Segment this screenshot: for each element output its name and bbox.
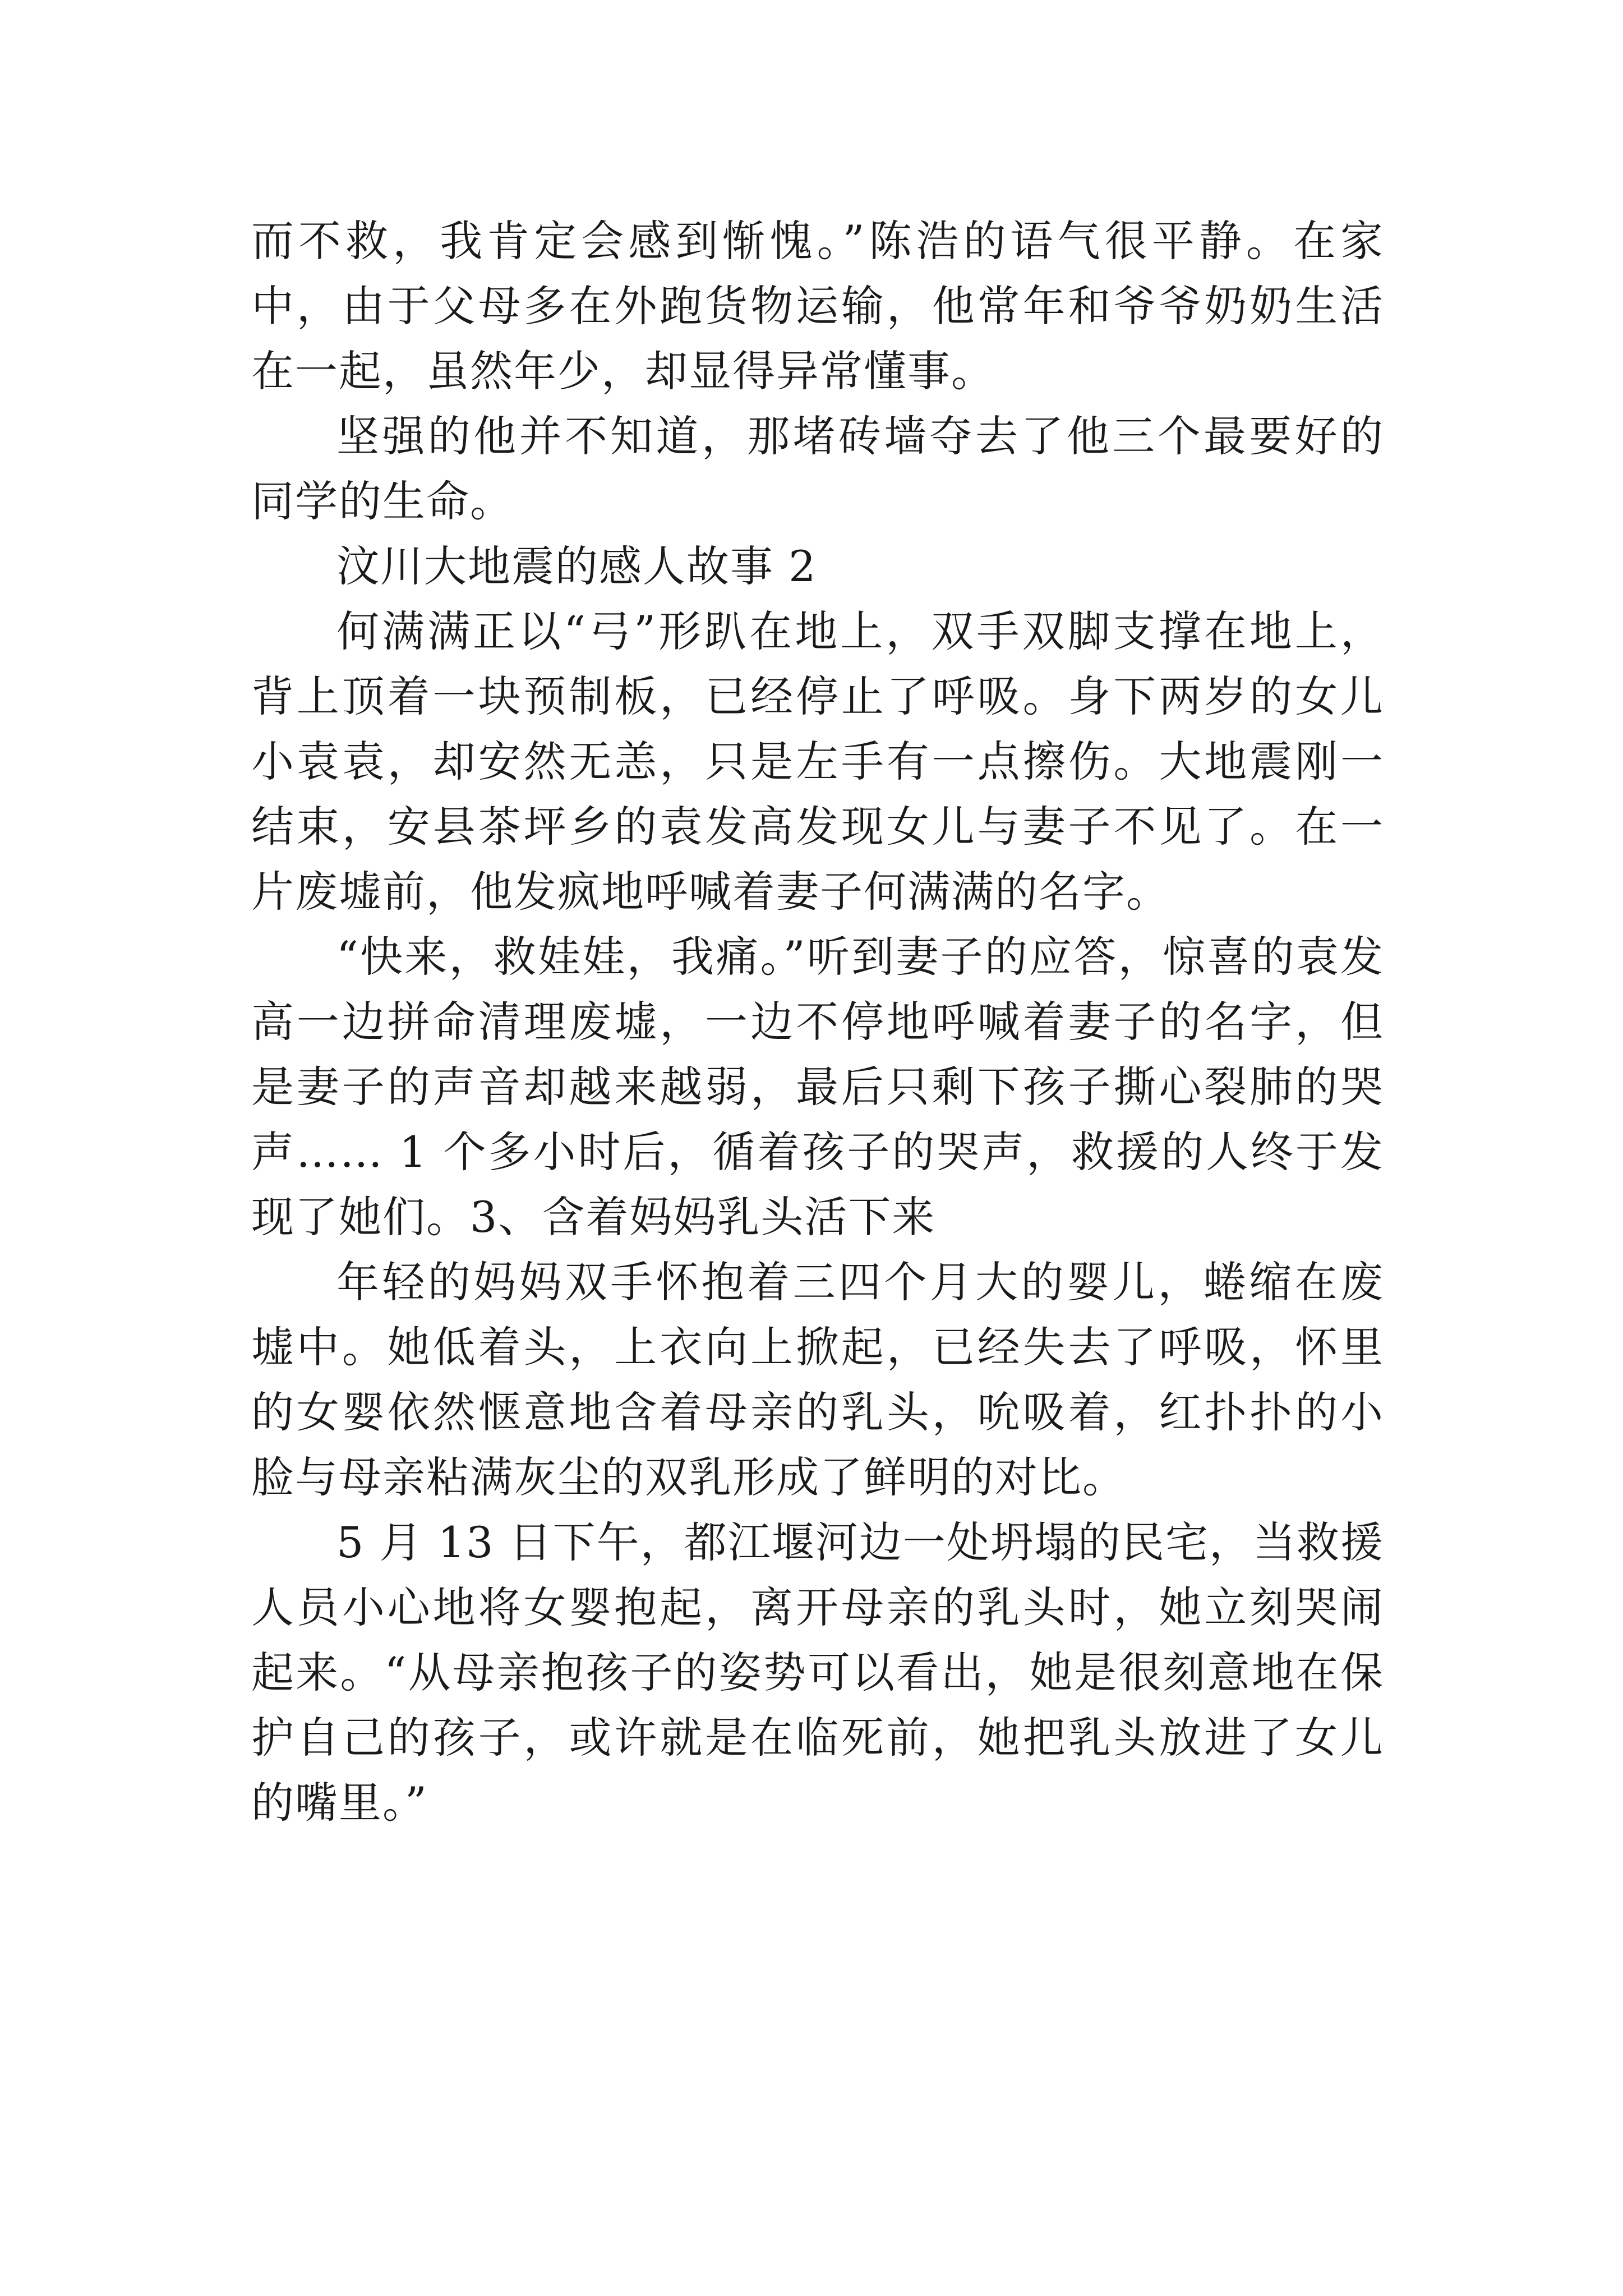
document-body [251,209,1384,1835]
paragraph-5: 年轻的妈妈双手怀抱着三四个月大的婴儿，蜷缩在废墟中。她低着头，上衣向上掀起，已经失去了呼吸，怀里的女婴依然惬意地含着母亲的乳头，吮吸着，红扑扑的小脸与母亲粘满灰尘的双乳形成了鲜明的对比。 [251,1257,1384,1502]
paragraph-6: 5 月 13 日下午，都江堰河边一处坍塌的民宅，当救援人员小心地将女婴抱起，离开母亲的乳头时，她立刻哭闹起来。“从母亲抱孩子的姿势可以看出，她是很刻意地在保护自己的孩子，或许就是在临死前，她把乳头放进了女儿的嘴里。” [251,1517,1384,1828]
paragraph-3: 何满满正以“弓”形趴在地上，双手双脚支撑在地上，背上顶着一块预制板，已经停止了呼吸。身下两岁的女儿小袁袁，却安然无恙，只是左手有一点擦伤。大地震刚一结束，安县茶坪乡的袁发高发现女儿与妻子不见了。在一片废墟前，他发疯地呼喊着妻子何满满的名字。 [251,606,1384,917]
paragraph-2: 坚强的他并不知道，那堵砖墙夺去了他三个最要好的同学的生命。 [251,411,1384,526]
paragraph-1: 而不救，我肯定会感到惭愧。”陈浩的语气很平静。在家中，由于父母多在外跑货物运输，他常年和爷爷奶奶生活在一起，虽然年少，却显得异常懂事。 [251,216,1384,396]
paragraph-4: “快来，救娃娃，我痛。”听到妻子的应答，惊喜的袁发高一边拼命清理废墟，一边不停地呼喊着妻子的名字，但是妻子的声音却越来越弱，最后只剩下孩子撕心裂肺的哭声…… 1 个多小时后，循着孩子的哭声，救援的人终于发现了她们。3、含着妈妈乳头活下来 [251,932,1384,1242]
section-heading: 汶川大地震的感人故事 2 [336,541,817,591]
